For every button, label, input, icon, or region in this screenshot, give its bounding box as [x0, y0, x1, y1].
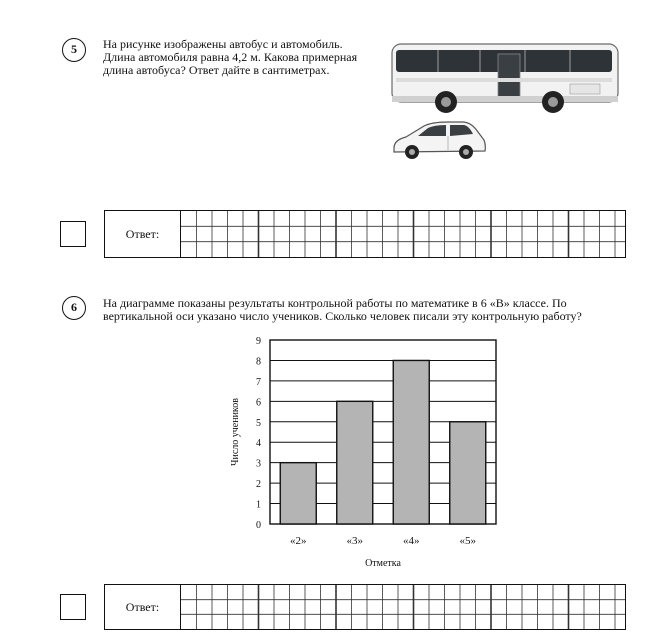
task5-text-line: длина автобуса? Ответ дайте в сантиметрах.: [103, 63, 330, 77]
task5-text-line: Длина автомобиля равна 4,2 м. Какова примерная: [103, 50, 358, 64]
task5-text-line: На рисунке изображены автобус и автомобиль.: [103, 37, 343, 51]
bar-5: [450, 422, 486, 524]
car-icon: [390, 118, 488, 162]
y-tick-label: 0: [256, 520, 261, 531]
answer-field-task5[interactable]: [104, 210, 626, 258]
task6-text-line: На диаграмме показаны результаты контрольной работы по математике в 6 «В» классе. По: [103, 296, 567, 310]
y-tick-label: 7: [256, 376, 261, 388]
bus-icon: [390, 40, 622, 116]
task6-text-line: вертикальной оси указано число учеников. Сколько человек писали эту контрольную работу?: [103, 309, 582, 323]
answer-label: Ответ:: [105, 585, 181, 629]
x-tick-label: «5»: [459, 535, 476, 547]
y-tick-label: 3: [256, 458, 261, 470]
answer-field-task6[interactable]: [104, 584, 626, 630]
y-tick-label: 1: [256, 499, 261, 511]
x-tick-label: «3»: [346, 535, 363, 547]
task6-number: 6: [62, 296, 86, 320]
y-tick-label: 5: [256, 417, 261, 429]
task5-number: 5: [62, 38, 86, 62]
x-tick-label: «4»: [403, 535, 420, 547]
answer-checkbox-task6[interactable]: [60, 594, 86, 620]
y-tick-label: 9: [256, 336, 261, 347]
y-tick-label: 4: [256, 438, 261, 450]
answer-grid-cells: [181, 585, 625, 629]
y-tick-label: 6: [256, 397, 261, 409]
bar-2: [280, 463, 316, 524]
answer-grid-cells: [181, 211, 625, 257]
results-bar-chart: [222, 330, 512, 574]
x-tick-label: «2»: [290, 535, 307, 547]
task5-text: [103, 38, 388, 77]
bar-3: [337, 401, 373, 524]
bar-4: [393, 360, 429, 524]
answer-grid[interactable]: [181, 211, 625, 257]
y-tick-label: 2: [256, 479, 261, 491]
y-tick-label: 8: [256, 356, 261, 368]
task6-text: [103, 297, 633, 323]
x-axis-label: Отметка: [365, 558, 401, 569]
answer-label: Ответ:: [105, 211, 181, 257]
answer-grid[interactable]: [181, 585, 625, 629]
answer-checkbox-task5[interactable]: [60, 221, 86, 247]
y-axis-label: Число учеников: [230, 397, 241, 467]
